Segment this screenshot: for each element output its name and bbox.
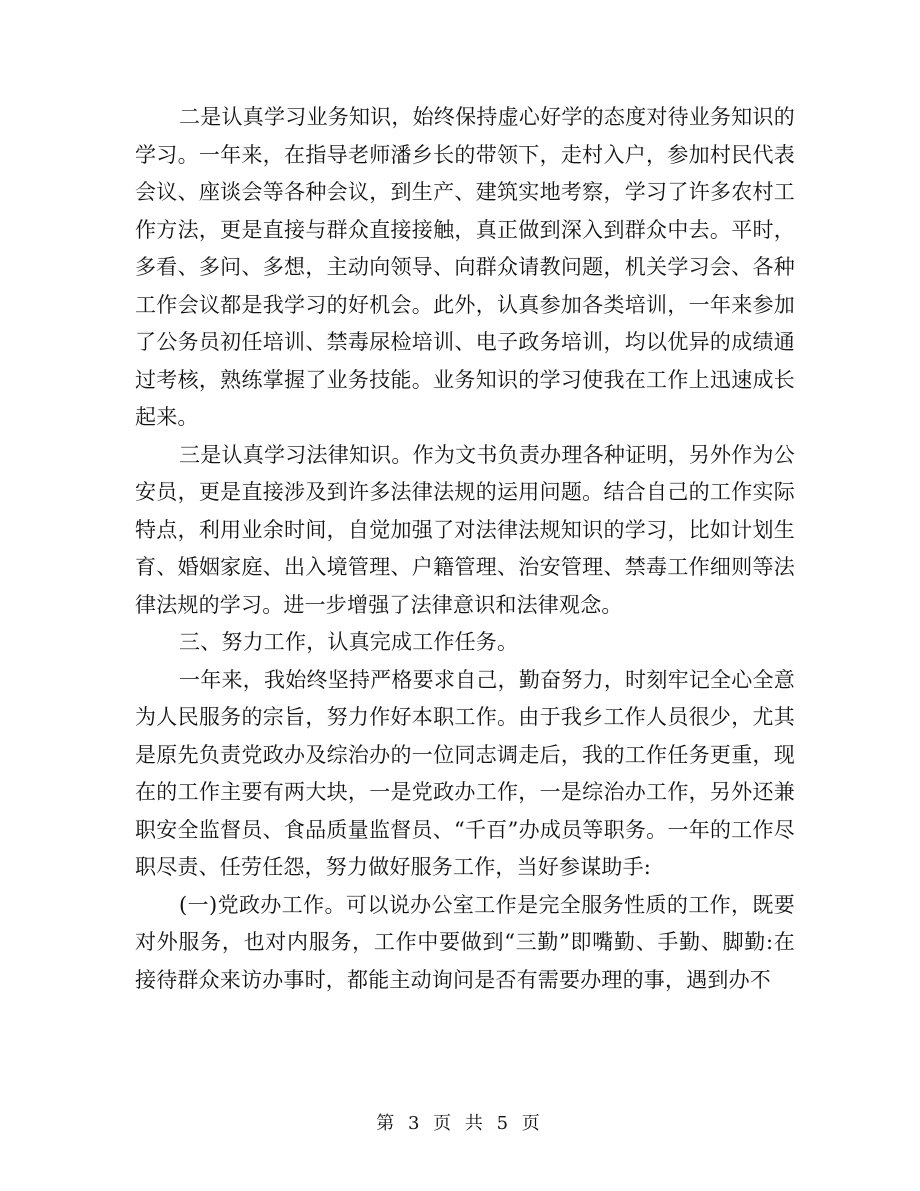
paragraph-legal-knowledge: 三是认真学习法律知识。作为文书负责办理各种证明，另外作为公安员，更是直接涉及到许多法律法规的运用问题。结合自己的工作实际特点，利用业余时间，自觉加强了对法律法规知识的学习，比如计划生育、婚姻家庭、出入境管理、户籍管理、治安管理、禁毒工作细则等法律法规的学习。进一步增强了法律意识和法律观念。 xyxy=(135,442,795,617)
document-body xyxy=(135,99,795,999)
paragraph-party-office-work: (一)党政办工作。可以说办公室工作是完全服务性质的工作，既要对外服务，也对内服务，工作中要做到“三勤”即嘴勤、手勤、脚勤:在接待群众来访办事时，都能主动询问是否有需要办理的事，遇到办不 xyxy=(135,892,795,992)
paragraph-work-overview: 一年来，我始终坚持严格要求自己，勤奋努力，时刻牢记全心全意为人民服务的宗旨，努力作好本职工作。由于我乡工作人员很少，尤其是原先负责党政办及综治办的一位同志调走后，我的工作任务更重，现在的工作主要有两大块，一是党政办工作，一是综治办工作，另外还兼职安全监督员、食品质量监督员、“千百”办成员等职务。一年的工作尽职尽责、任劳任怨，努力做好服务工作，当好参谋助手: xyxy=(135,667,795,879)
section-heading-work-tasks: 三、努力工作，认真完成工作任务。 xyxy=(179,630,519,654)
page-number-footer: 第 3 页 共 5 页 xyxy=(376,1113,544,1134)
paragraph-business-knowledge: 二是认真学习业务知识，始终保持虚心好学的态度对待业务知识的学习。一年来，在指导老师潘乡长的带领下，走村入户，参加村民代表会议、座谈会等各种会议，到生产、建筑实地考察，学习了许多农村工作方法，更是直接与群众直接接触，真正做到深入到群众中去。平时，多看、多问、多想，主动向领导、向群众请教问题，机关学习会、各种工作会议都是我学习的好机会。此外，认真参加各类培训，一年来参加了公务员初任培训、禁毒尿检培训、电子政务培训，均以优异的成绩通过考核，熟练掌握了业务技能。业务知识的学习使我在工作上迅速成长起来。 xyxy=(135,105,795,429)
